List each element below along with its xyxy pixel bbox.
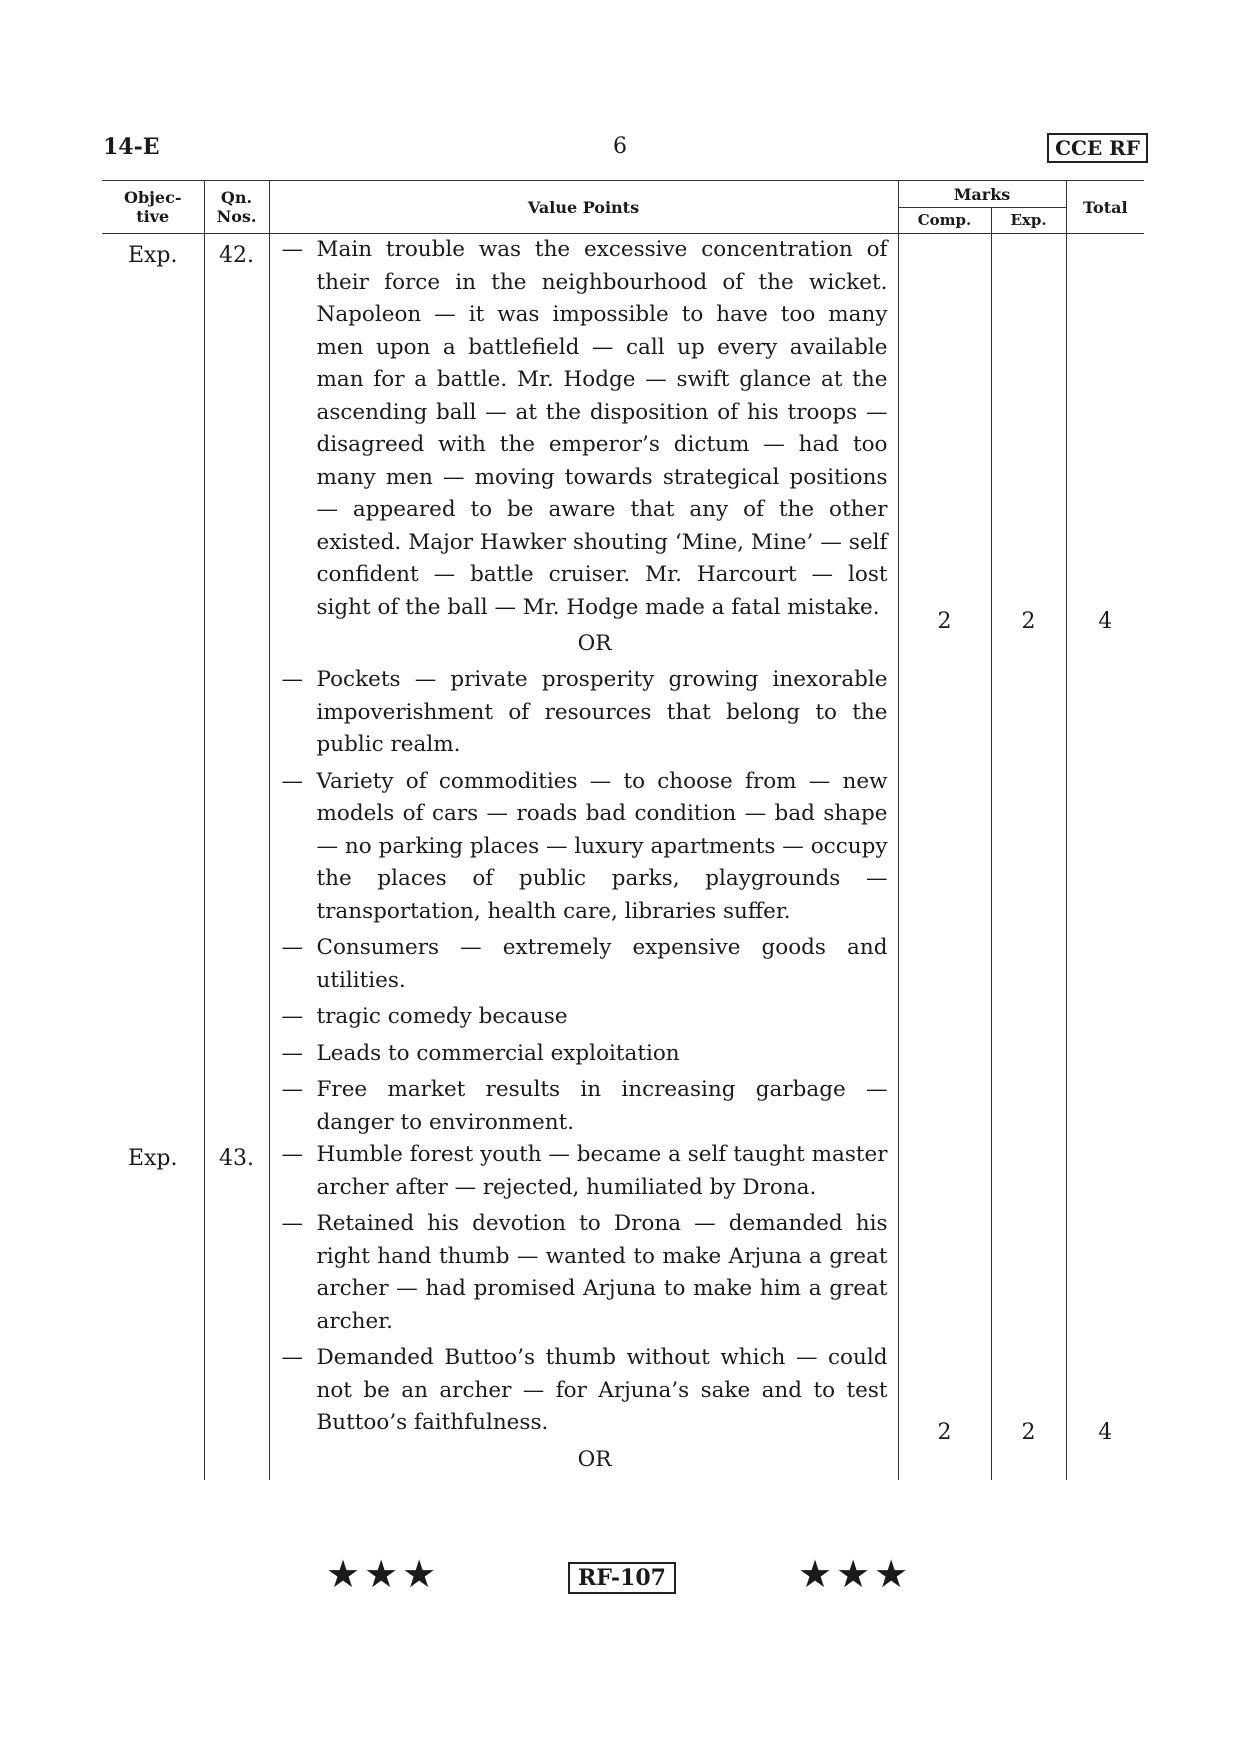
question-number: 43. xyxy=(219,1146,254,1171)
footer-stars-left: ★★★ xyxy=(326,1552,441,1596)
page-number: 6 xyxy=(613,134,627,159)
value-point: — Demanded Buttoo’s thumb without which — could not be an archer — for Arjuna’s sake and to test Buttoo’s faithfulness. xyxy=(281,1345,888,1435)
footer-code: RF-107 xyxy=(568,1562,676,1594)
or-separator: OR xyxy=(577,1446,612,1472)
value-points-cell xyxy=(269,1139,898,1480)
value-point: — Leads to commercial exploitation xyxy=(281,1040,680,1066)
comp-marks: 2 xyxy=(937,1420,952,1445)
header-comp: Comp. xyxy=(898,208,991,234)
table-row xyxy=(102,1139,1144,1480)
value-point: — Consumers — extremely expensive goods and utilities. xyxy=(281,935,888,993)
value-point: — tragic comedy because xyxy=(281,1004,568,1029)
header-total: Total xyxy=(1066,181,1144,234)
total-marks: 4 xyxy=(1098,609,1113,634)
value-point: — Free market results in increasing garbage — danger to environment. xyxy=(281,1077,888,1135)
comp-marks: 2 xyxy=(937,609,952,634)
value-point: — Pockets — private prosperity growing inexorable impoverishment of resources that belong to the public realm. xyxy=(281,667,888,757)
table-row xyxy=(102,234,1144,1140)
objective-cell: Exp. xyxy=(127,1146,178,1171)
paper-code: 14-E xyxy=(103,134,160,160)
value-point: — Retained his devotion to Drona — demanded his right hand thumb — wanted to make Arjuna a great archer — had promised Arjuna to make him a great archer. xyxy=(281,1211,888,1334)
value-point: — Main trouble was the excessive concentration of their force in the neighbourhood of the wicket. Napoleon — it was impossible to have too many men upon a battlefield — call up every available man for a battle. Mr. Hodge — swift glance at the ascending ball — at the disposition of his troops — disagreed with the emperor’s dictum — had too many men — moving towards strategical positions — appeared to be aware that any of the other existed. Major Hawker shouting ‘Mine, Mine’ — self confident — battle cruiser. Mr. Harcourt — lost sight of the ball — Mr. Hodge made a fatal mistake. xyxy=(281,237,888,620)
value-points-table xyxy=(102,180,1144,1480)
cce-rf-label: CCE RF xyxy=(1047,133,1148,163)
header-objective: Objec- tive xyxy=(102,181,204,234)
header-exp: Exp. xyxy=(991,208,1066,234)
value-point: — Humble forest youth — became a self taught master archer after — rejected, humiliated by Drona. xyxy=(281,1142,888,1200)
total-marks: 4 xyxy=(1098,1420,1113,1445)
header-value-points: Value Points xyxy=(269,181,898,234)
header-question-numbers: Qn. Nos. xyxy=(204,181,269,234)
exp-marks: 2 xyxy=(1021,609,1036,634)
value-points-cell xyxy=(269,234,898,1140)
header-marks: Marks xyxy=(898,181,1066,208)
question-number: 42. xyxy=(219,243,254,268)
footer-stars-right: ★★★ xyxy=(798,1552,913,1596)
value-point: — Variety of commodities — to choose from — new models of cars — roads bad condition — bad shape — no parking places — luxury apartments — occupy the places of public parks, playgrounds — transportation, health care, libraries suffer. xyxy=(281,768,888,924)
objective-cell: Exp. xyxy=(127,243,178,268)
or-separator: OR xyxy=(577,631,612,656)
exp-marks: 2 xyxy=(1021,1420,1036,1445)
